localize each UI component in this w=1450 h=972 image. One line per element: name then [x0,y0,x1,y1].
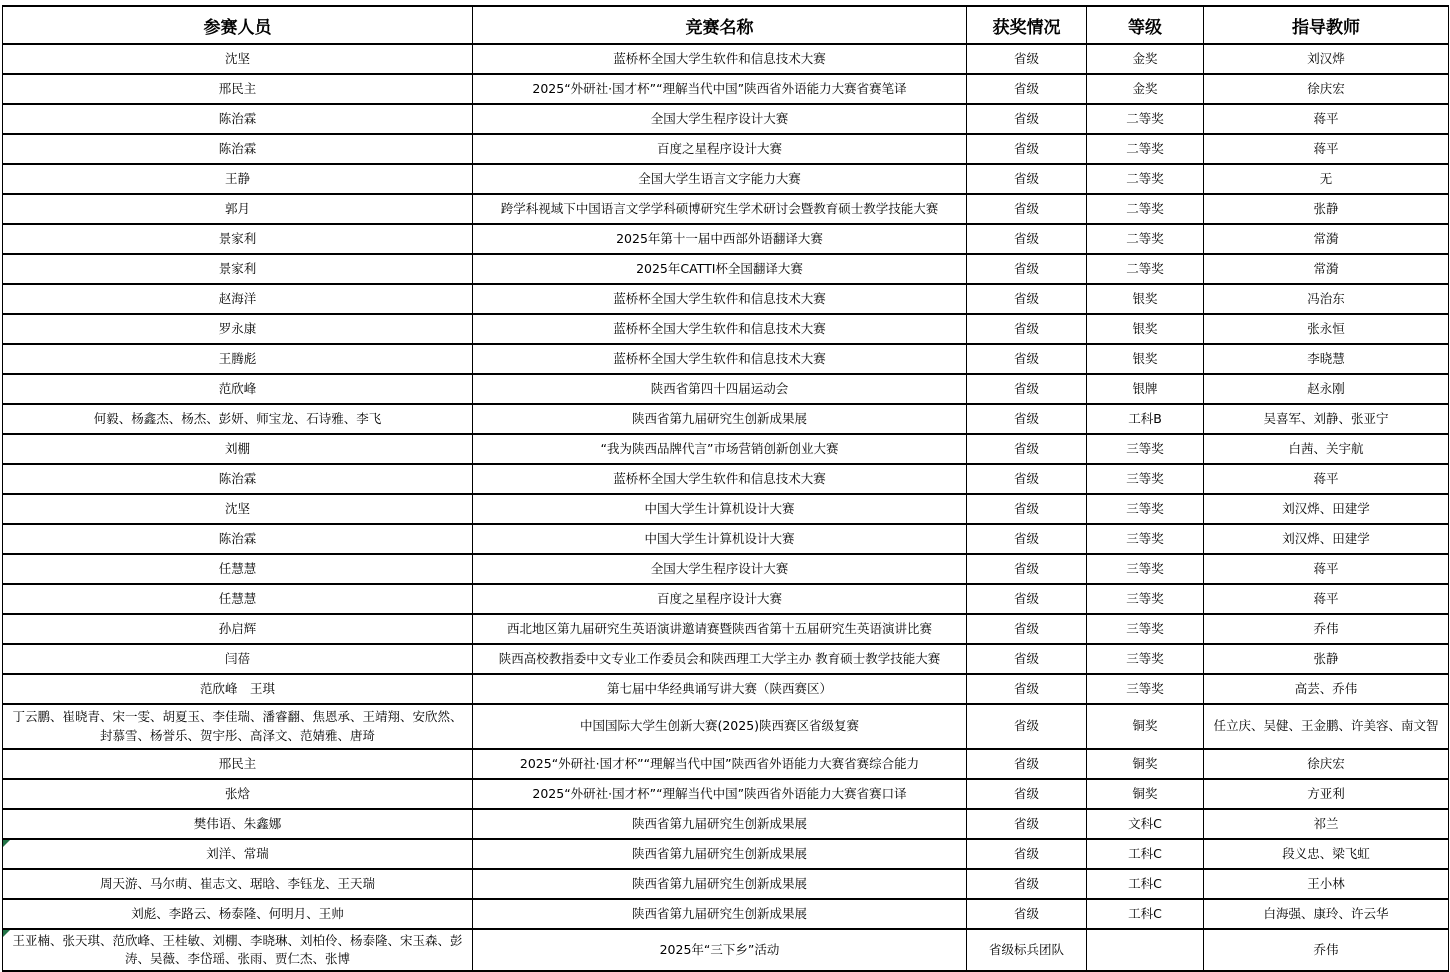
cell-award[interactable]: 省级 [967,749,1087,779]
cell-level[interactable] [1087,929,1204,971]
cell-level[interactable]: 铜奖 [1087,704,1204,749]
cell-level[interactable]: 三等奖 [1087,554,1204,584]
cell-level[interactable]: 工科B [1087,404,1204,434]
cell-level[interactable]: 三等奖 [1087,674,1204,704]
cell-participants[interactable]: 陈治霖 [3,464,473,494]
cell-level[interactable]: 二等奖 [1087,134,1204,164]
table-row [3,434,1449,464]
cell-participants[interactable]: 沈坚 [3,44,473,74]
cell-teacher[interactable]: 吴喜军、刘静、张亚宁 [1204,404,1449,434]
cell-level[interactable]: 银奖 [1087,344,1204,374]
cell-level[interactable]: 二等奖 [1087,104,1204,134]
cell-participants[interactable]: 邢民主 [3,74,473,104]
cell-award[interactable]: 省级 [967,809,1087,839]
cell-level[interactable]: 金奖 [1087,74,1204,104]
cell-level[interactable]: 银奖 [1087,284,1204,314]
cell-teacher[interactable]: 张永恒 [1204,314,1449,344]
cell-award[interactable]: 省级 [967,194,1087,224]
cell-level[interactable]: 银奖 [1087,314,1204,344]
cell-award[interactable]: 省级 [967,644,1087,674]
cell-level[interactable]: 工科C [1087,899,1204,929]
table-row [3,224,1449,254]
cell-participants[interactable]: 陈治霖 [3,104,473,134]
table-row [3,194,1449,224]
table-row [3,254,1449,284]
table-header [3,6,1449,44]
cell-participants[interactable]: 张焓 [3,779,473,809]
cell-competition[interactable]: 蓝桥杯全国大学生软件和信息技术大赛 [473,314,967,344]
cell-award[interactable]: 省级 [967,554,1087,584]
table-row [3,314,1449,344]
cell-teacher[interactable]: 赵永刚 [1204,374,1449,404]
table-row [3,554,1449,584]
cell-award[interactable]: 省级 [967,704,1087,749]
table-row [3,524,1449,554]
cell-participants[interactable]: 王静 [3,164,473,194]
column-header-competition[interactable]: 竞赛名称 [473,6,967,44]
cell-level[interactable]: 三等奖 [1087,434,1204,464]
cell-award[interactable]: 省级 [967,404,1087,434]
cell-participants[interactable]: 景家利 [3,254,473,284]
awards-table [2,5,1449,972]
cell-award[interactable]: 省级 [967,344,1087,374]
column-header-participants[interactable]: 参赛人员 [3,6,473,44]
cell-competition[interactable]: 蓝桥杯全国大学生软件和信息技术大赛 [473,464,967,494]
cell-teacher[interactable]: 蒋平 [1204,584,1449,614]
cell-competition[interactable]: 2025“外研社·国才杯”“理解当代中国”陕西省外语能力大赛省赛笔译 [473,74,967,104]
table-row [3,929,1449,971]
cell-participants[interactable]: 赵海洋 [3,284,473,314]
cell-level[interactable]: 三等奖 [1087,614,1204,644]
cell-participants[interactable]: 郭月 [3,194,473,224]
table-row [3,779,1449,809]
cell-competition[interactable]: 陕西省第九届研究生创新成果展 [473,809,967,839]
cell-teacher[interactable]: 蒋平 [1204,104,1449,134]
table-row [3,584,1449,614]
cell-competition[interactable]: 中国大学生计算机设计大赛 [473,524,967,554]
cell-level[interactable]: 三等奖 [1087,524,1204,554]
cell-competition[interactable]: 2025年CATTI杯全国翻译大赛 [473,254,967,284]
cell-level[interactable]: 工科C [1087,869,1204,899]
cell-teacher[interactable]: 白茜、关宇航 [1204,434,1449,464]
cell-teacher[interactable]: 张静 [1204,644,1449,674]
cell-level[interactable]: 三等奖 [1087,464,1204,494]
cell-teacher[interactable]: 方亚利 [1204,779,1449,809]
cell-competition[interactable]: 全国大学生语言文字能力大赛 [473,164,967,194]
cell-teacher[interactable]: 段义忠、梁飞虹 [1204,839,1449,869]
cell-teacher[interactable]: 常漪 [1204,254,1449,284]
cell-award[interactable]: 省级 [967,524,1087,554]
cell-competition[interactable]: 陕西省第九届研究生创新成果展 [473,404,967,434]
cell-competition[interactable]: 跨学科视域下中国语言文学学科硕博研究生学术研讨会暨教育硕士教学技能大赛 [473,194,967,224]
table-row [3,374,1449,404]
cell-award[interactable]: 省级标兵团队 [967,929,1087,971]
cell-level[interactable]: 金奖 [1087,44,1204,74]
table-row [3,464,1449,494]
cell-award[interactable]: 省级 [967,284,1087,314]
cell-teacher[interactable]: 乔伟 [1204,929,1449,971]
cell-award[interactable]: 省级 [967,839,1087,869]
cell-competition[interactable]: 全国大学生程序设计大赛 [473,104,967,134]
table-row [3,104,1449,134]
cell-level[interactable]: 三等奖 [1087,644,1204,674]
cell-competition[interactable]: 陕西省第九届研究生创新成果展 [473,899,967,929]
cell-award[interactable]: 省级 [967,674,1087,704]
cell-participants[interactable]: 刘彪、李路云、杨泰隆、何明月、王帅 [3,899,473,929]
table-row [3,869,1449,899]
cell-teacher[interactable]: 蒋平 [1204,134,1449,164]
cell-teacher[interactable]: 常漪 [1204,224,1449,254]
cell-participants[interactable]: 樊伟语、朱鑫娜 [3,809,473,839]
cell-level[interactable]: 文科C [1087,809,1204,839]
table-row [3,344,1449,374]
cell-competition[interactable]: 陕西省第九届研究生创新成果展 [473,839,967,869]
cell-participants[interactable]: 罗永康 [3,314,473,344]
cell-participants[interactable]: 王腾彪 [3,344,473,374]
cell-teacher[interactable]: 李晓慧 [1204,344,1449,374]
cell-participants[interactable]: 范欣峰 [3,374,473,404]
cell-competition[interactable]: 百度之星程序设计大赛 [473,134,967,164]
table-row [3,74,1449,104]
cell-competition[interactable]: 西北地区第九届研究生英语演讲邀请赛暨陕西省第十五届研究生英语演讲比赛 [473,614,967,644]
table-row [3,284,1449,314]
column-header-award[interactable]: 获奖情况 [967,6,1087,44]
cell-participants[interactable]: 闫蓓 [3,644,473,674]
table-row [3,839,1449,869]
table-body [3,44,1449,971]
cell-competition[interactable]: 蓝桥杯全国大学生软件和信息技术大赛 [473,344,967,374]
cell-award[interactable]: 省级 [967,164,1087,194]
cell-teacher[interactable]: 刘汉烨、田建学 [1204,494,1449,524]
cell-level[interactable]: 二等奖 [1087,254,1204,284]
cell-teacher[interactable]: 冯治东 [1204,284,1449,314]
cell-competition[interactable]: 百度之星程序设计大赛 [473,584,967,614]
cell-competition[interactable]: 中国大学生计算机设计大赛 [473,494,967,524]
table-row [3,44,1449,74]
cell-level[interactable]: 二等奖 [1087,224,1204,254]
table-row [3,704,1449,749]
cell-competition[interactable]: 陕西省第四十四届运动会 [473,374,967,404]
cell-teacher[interactable]: 徐庆宏 [1204,74,1449,104]
cell-award[interactable]: 省级 [967,584,1087,614]
cell-participants[interactable]: 范欣峰 王琪 [3,674,473,704]
cell-teacher[interactable]: 祁兰 [1204,809,1449,839]
cell-award[interactable]: 省级 [967,254,1087,284]
table-row [3,644,1449,674]
column-header-teacher[interactable]: 指导教师 [1204,6,1449,44]
table-row [3,674,1449,704]
cell-competition[interactable]: 2025“外研社·国才杯”“理解当代中国”陕西省外语能力大赛省赛口译 [473,779,967,809]
cell-participants[interactable]: 孙启辉 [3,614,473,644]
cell-teacher[interactable]: 任立庆、吴健、王金鹏、许美容、南文智 [1204,704,1449,749]
table-row [3,134,1449,164]
cell-competition[interactable]: “我为陕西品牌代言”市场营销创新创业大赛 [473,434,967,464]
table-row [3,494,1449,524]
cell-teacher[interactable]: 张静 [1204,194,1449,224]
cell-teacher[interactable]: 乔伟 [1204,614,1449,644]
cell-award[interactable]: 省级 [967,224,1087,254]
header-row [3,6,1449,44]
cell-competition[interactable]: 2025年“三下乡”活动 [473,929,967,971]
cell-participants[interactable]: 沈坚 [3,494,473,524]
cell-award[interactable]: 省级 [967,134,1087,164]
cell-award[interactable]: 省级 [967,899,1087,929]
cell-competition[interactable]: 2025“外研社·国才杯”“理解当代中国”陕西省外语能力大赛省赛综合能力 [473,749,967,779]
cell-level[interactable]: 三等奖 [1087,584,1204,614]
cell-participants[interactable]: 任慧慧 [3,554,473,584]
cell-participants[interactable]: 陈治霖 [3,524,473,554]
cell-participants[interactable]: 何毅、杨鑫杰、杨杰、彭妍、师宝龙、石诗雅、李飞 [3,404,473,434]
cell-participants[interactable]: 陈治霖 [3,134,473,164]
cell-participants[interactable]: 邢民主 [3,749,473,779]
cell-teacher[interactable]: 刘汉烨 [1204,44,1449,74]
cell-participants[interactable]: 刘洋、常瑞 [3,839,473,869]
cell-teacher[interactable]: 王小林 [1204,869,1449,899]
cell-teacher[interactable]: 刘汉烨、田建学 [1204,524,1449,554]
cell-teacher[interactable]: 徐庆宏 [1204,749,1449,779]
column-header-level[interactable]: 等级 [1087,6,1204,44]
cell-competition[interactable]: 全国大学生程序设计大赛 [473,554,967,584]
cell-level[interactable]: 工科C [1087,839,1204,869]
cell-award[interactable]: 省级 [967,314,1087,344]
table-row [3,899,1449,929]
cell-competition[interactable]: 陕西高校教指委中文专业工作委员会和陕西理工大学主办 教育硕士教学技能大赛 [473,644,967,674]
table-row [3,749,1449,779]
cell-competition[interactable]: 陕西省第九届研究生创新成果展 [473,869,967,899]
cell-level[interactable]: 二等奖 [1087,164,1204,194]
cell-award[interactable]: 省级 [967,74,1087,104]
cell-level[interactable]: 银牌 [1087,374,1204,404]
cell-award[interactable]: 省级 [967,869,1087,899]
cell-participants[interactable]: 任慧慧 [3,584,473,614]
cell-teacher[interactable]: 蒋平 [1204,464,1449,494]
cell-award[interactable]: 省级 [967,44,1087,74]
cell-level[interactable]: 三等奖 [1087,494,1204,524]
table-row [3,404,1449,434]
cell-level[interactable]: 铜奖 [1087,779,1204,809]
cell-award[interactable]: 省级 [967,104,1087,134]
cell-participants[interactable]: 丁云鹏、崔晓青、宋一雯、胡夏玉、李佳瑞、潘睿翻、焦恩承、王靖翔、安欣然、封慕雪、杨誉乐、贺宇彤、高泽文、范婧雅、唐琦 [3,704,473,749]
cell-competition[interactable]: 中国国际大学生创新大赛(2025)陕西赛区省级复赛 [473,704,967,749]
cell-teacher[interactable]: 无 [1204,164,1449,194]
table-row [3,614,1449,644]
cell-competition[interactable]: 蓝桥杯全国大学生软件和信息技术大赛 [473,44,967,74]
cell-award[interactable]: 省级 [967,494,1087,524]
cell-competition[interactable]: 第七届中华经典诵写讲大赛（陕西赛区） [473,674,967,704]
cell-participants[interactable]: 景家利 [3,224,473,254]
cell-award[interactable]: 省级 [967,614,1087,644]
cell-award[interactable]: 省级 [967,374,1087,404]
cell-teacher[interactable]: 高芸、乔伟 [1204,674,1449,704]
cell-level[interactable]: 二等奖 [1087,194,1204,224]
cell-award[interactable]: 省级 [967,464,1087,494]
cell-participants[interactable]: 王亚楠、张天琪、范欣峰、王桂敏、刘棚、李晓琳、刘柏伶、杨泰隆、宋玉森、彭涛、吴薇、李岱瑶、张雨、贾仁杰、张博 [3,929,473,971]
cell-teacher[interactable]: 白海强、康玲、许云华 [1204,899,1449,929]
cell-award[interactable]: 省级 [967,779,1087,809]
cell-participants[interactable]: 刘棚 [3,434,473,464]
cell-participants[interactable]: 周天游、马尔萌、崔志文、琚晗、李钰龙、王天瑞 [3,869,473,899]
cell-competition[interactable]: 2025年第十一届中西部外语翻译大赛 [473,224,967,254]
cell-level[interactable]: 铜奖 [1087,749,1204,779]
cell-teacher[interactable]: 蒋平 [1204,554,1449,584]
cell-award[interactable]: 省级 [967,434,1087,464]
cell-competition[interactable]: 蓝桥杯全国大学生软件和信息技术大赛 [473,284,967,314]
table-row [3,809,1449,839]
table-row [3,164,1449,194]
